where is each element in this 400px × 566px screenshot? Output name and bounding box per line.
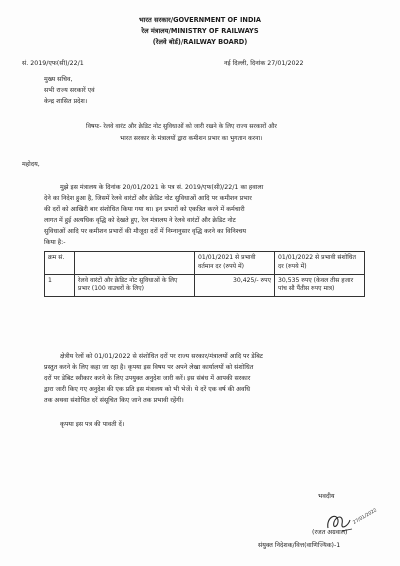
body-line: द्वारा जारी किए गए अनुदेश की एक प्रति इस मंत्रालय को भी भेजें। ये दरें एक वर्ष की अवधि [44,386,250,393]
subject-line: विषयः- रेलवे वारंट और क्रेडिट नोट सुविधाओं को जारी रखने के लिए राज्य सरकारों और [86,123,277,130]
addressee-line: सभी राज्य सरकारें एवं [44,87,95,94]
addressee-line: मुख्य सचिव, [44,76,73,83]
salutation: महोदय, [22,161,40,168]
body-line: प्रस्तुत करने के लिए कहा जा रहा है। कृपया इस विषय पर अपने लेखा कार्यालयों को संशोधित [44,364,254,371]
body-line: देने का निदेश हुआ है, जिसमें रेलवे वारंटों और क्रेडिट नोट सुविधाओं आदि पर कमीशन प्रभार [44,195,252,202]
header-government: भारत सरकार/GOVERNMENT OF INDIA [139,16,261,24]
signature-date: 27/01/2022 [352,508,378,526]
table-cell: 1 [45,274,75,297]
body-line: क्षेत्रीय रेलों को 01/01/2022 से संशोधित दरों पर राज्य सरकार/मंत्रालयों आदि पर डेबिट [60,353,263,360]
table-cell: रेलवे वारंटों और क्रेडिट नोट सुविधाओं के लिए प्रभार (100 वाउचरों के लिए) [75,274,195,297]
signatory-designation: संयुक्त निदेशक/वित्त(वाणिज्यिक)-1 [258,542,341,549]
closing-line: कृपया इस पत्र की पावती दें। [60,421,125,428]
table-header-cell: क्रम सं. [45,252,75,275]
body-line: मुझे इस मंत्रालय के दिनांक 20/01/2021 के पत्र सं. 2019/एफ(सी)/22/1 का हवाला [60,184,264,191]
header-board: (रेलवे बोर्ड)/RAILWAY BOARD) [152,38,248,46]
letter-date: नई दिल्ली, दिनांक 27/01/2022 [224,60,304,67]
body-line: लागत में हुई अत्यधिक वृद्धि को देखते हुए, रेल मंत्रालय ने रेलवे वारंटों और क्रेडिट नोट [44,217,236,224]
body-line: सुविधाओं आदि पर कमीशन प्रभारों की मौजूदा दरों में निम्नानुसार वृद्धि करने का विनिश्चय [44,228,247,235]
addressee-line: केन्द्र शासित प्रदेश। [44,98,88,105]
table-header-row [45,252,365,275]
table-cell: 30,535 रुपए (केवल तीस हजार पांच सौ पैंतीस रुपए मात्र) [275,274,365,297]
table-header-cell: 01/01/2021 से प्रभावी वर्तमान दर (रुपये में) [195,252,275,275]
table-row [45,274,365,297]
body-line: तक अथवा संशोधित दरें संसूचित किए जाने तक प्रभावी रहेंगी। [44,397,184,404]
reference-number: सं. 2019/एफ(सी)/22/1 [22,60,84,67]
table-header-cell [75,252,195,275]
body-line: की दरों को आखिरी बार संशोधित किया गया था। इन प्रभारों को एकत्रित करने में कर्मचारी [44,206,245,213]
yours-faithfully: भवदीय [318,493,335,500]
subject-line: भारत सरकार के मंत्रालयों द्वारा कमीशन प्रभार का भुगतान करना। [120,135,263,142]
table-cell: 30,425/- रुपए [195,274,275,297]
charges-table [44,251,365,297]
body-line: दरों पर डेबिट स्वीकार करने के लिए उपयुक्त अनुदेश जारी करें। इस संबंध में आपकी सरकार [44,375,251,382]
header-ministry: रेल मंत्रालय/MINISTRY OF RAILWAYS [141,27,259,35]
body-line: किया है:- [44,239,66,246]
signatory-name: (रजत अग्रवाल) [312,529,348,536]
table-header-cell: 01/01/2022 से प्रभावी संशोधित दर (रुपये में) [275,252,365,275]
